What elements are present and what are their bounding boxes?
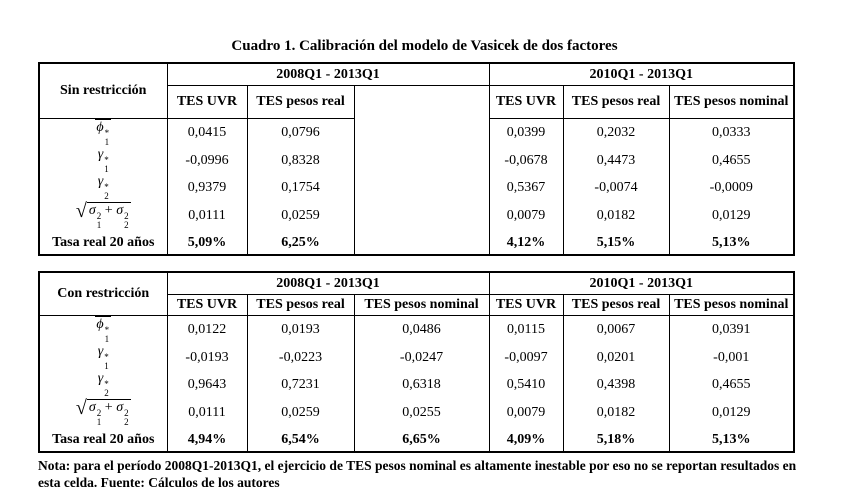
table-caption: Cuadro 1. Calibración del modelo de Vasicek de dos factores xyxy=(231,38,618,54)
subscript: 1 xyxy=(104,137,110,147)
value-cell: 0,1754 xyxy=(247,174,354,201)
value-cell: 5,18% xyxy=(563,428,669,452)
value-cell: -0,0223 xyxy=(247,344,354,371)
value-cell: 0,0255 xyxy=(354,398,489,428)
row-parameter-label: Tasa real 20 años xyxy=(52,431,155,447)
series-header: TES pesos nominal xyxy=(669,295,794,316)
table-row xyxy=(39,428,794,452)
row-label-cell xyxy=(39,231,167,255)
value-cell: 0,9643 xyxy=(167,371,247,398)
value-cell: 0,0067 xyxy=(563,316,669,345)
sub-sup-stack xyxy=(104,353,109,371)
row-label-cell xyxy=(39,201,167,231)
value-cell: 0,0111 xyxy=(167,398,247,428)
table-row xyxy=(39,398,794,428)
sub-sup-stack xyxy=(104,183,109,201)
greek-letter: σ xyxy=(88,400,96,415)
greek-letter: σ xyxy=(88,203,96,218)
superscript: 2 xyxy=(96,408,102,418)
sqrt-expression: σ 2 1 + σ 2 2 xyxy=(88,400,129,427)
table-row xyxy=(39,371,794,398)
table-con-restriccion xyxy=(38,271,795,453)
value-cell: 6,25% xyxy=(247,231,354,255)
series-header: TES UVR xyxy=(489,295,563,316)
subscript: 1 xyxy=(96,417,102,427)
value-cell: 0,0259 xyxy=(247,201,354,231)
series-header: TES UVR xyxy=(167,86,247,119)
series-header: TES pesos real xyxy=(247,295,354,316)
value-cell: 4,09% xyxy=(489,428,563,452)
math-atom xyxy=(95,119,111,147)
subscript: 1 xyxy=(104,334,110,344)
period-header-row xyxy=(39,63,794,86)
row-label-cell xyxy=(39,428,167,452)
value-cell: 4,12% xyxy=(489,231,563,255)
math-atom xyxy=(95,316,111,344)
sub-sup-stack xyxy=(104,380,109,398)
value-cell: 0,0193 xyxy=(247,316,354,345)
math-atom xyxy=(97,344,109,371)
table-row xyxy=(39,316,794,345)
sqrt-expression: σ 2 1 + σ 2 2 xyxy=(88,203,129,230)
sqrt-radical-symbol: √ xyxy=(75,397,87,419)
value-cell: 0,6318 xyxy=(354,371,489,398)
value-cell: 0,0201 xyxy=(563,344,669,371)
value-cell: 0,0796 xyxy=(247,119,354,148)
sub-sup-stack xyxy=(104,156,109,174)
subscript: 1 xyxy=(104,361,109,371)
math-atom xyxy=(97,147,109,174)
value-cell: 6,54% xyxy=(247,428,354,452)
restriction-label: Con restricción xyxy=(39,272,167,316)
greek-letter: γ xyxy=(97,147,104,162)
series-header: TES pesos nominal xyxy=(669,86,794,119)
value-cell: 0,0079 xyxy=(489,201,563,231)
greek-letter: γ xyxy=(97,174,104,189)
value-cell: 0,0333 xyxy=(669,119,794,148)
value-cell: 0,4473 xyxy=(563,147,669,174)
value-cell: 5,13% xyxy=(669,231,794,255)
period-header: 2008Q1 - 2013Q1 xyxy=(167,272,489,295)
greek-letter: ϕ xyxy=(96,120,104,135)
sub-sup-stack xyxy=(105,326,110,344)
value-cell: 0,0122 xyxy=(167,316,247,345)
value-cell: -0,0678 xyxy=(489,147,563,174)
row-label-cell xyxy=(39,147,167,174)
value-cell: -0,0074 xyxy=(563,174,669,201)
math-atom xyxy=(97,371,109,398)
value-cell: 0,0115 xyxy=(489,316,563,345)
math-atom xyxy=(97,174,109,201)
value-cell: 0,0391 xyxy=(669,316,794,345)
series-header: TES UVR xyxy=(489,86,563,119)
math-atom xyxy=(116,203,129,230)
sub-sup-stack xyxy=(124,212,129,230)
greek-letter: σ xyxy=(116,400,124,415)
superscript: 2 xyxy=(96,211,102,221)
value-cell: 0,2032 xyxy=(563,119,669,148)
value-cell: 0,0111 xyxy=(167,201,247,231)
superscript: * xyxy=(104,379,109,389)
value-cell: -0,001 xyxy=(669,344,794,371)
value-cell: 0,0415 xyxy=(167,119,247,148)
superscript: 2 xyxy=(124,408,129,418)
series-header: TES pesos nominal xyxy=(354,295,489,316)
value-cell: 0,5410 xyxy=(489,371,563,398)
row-parameter-label xyxy=(97,147,109,174)
row-parameter-label xyxy=(97,174,109,201)
row-label-cell xyxy=(39,316,167,345)
value-cell: 0,8328 xyxy=(247,147,354,174)
sub-sup-stack xyxy=(97,212,102,230)
value-cell: -0,0247 xyxy=(354,344,489,371)
greek-letter: ϕ xyxy=(96,317,104,332)
value-cell: 0,4655 xyxy=(669,147,794,174)
period-header: 2010Q1 - 2013Q1 xyxy=(489,63,794,86)
subscript: 2 xyxy=(104,191,109,201)
restriction-label: Sin restricción xyxy=(39,63,167,119)
value-cell: 0,0182 xyxy=(563,398,669,428)
superscript: * xyxy=(104,128,110,138)
series-header: TES pesos real xyxy=(563,295,669,316)
row-parameter-label: Tasa real 20 años xyxy=(52,234,155,250)
value-cell: 5,15% xyxy=(563,231,669,255)
row-parameter-label xyxy=(75,200,131,230)
period-header-row xyxy=(39,272,794,295)
table-footnote: Nota: para el período 2008Q1-2013Q1, el ejercicio de TES pesos nominal es altamente inestable por eso no se reportan resultados en esta celda. Fuente: Cálculos de los autores xyxy=(38,458,797,490)
row-label-cell xyxy=(39,174,167,201)
row-label-cell xyxy=(39,119,167,148)
math-atom xyxy=(88,400,102,427)
value-cell: -0,0996 xyxy=(167,147,247,174)
superscript: 2 xyxy=(124,211,129,221)
subscript: 2 xyxy=(104,388,109,398)
row-parameter-label xyxy=(95,120,111,147)
value-cell: 0,5367 xyxy=(489,174,563,201)
value-cell: 6,65% xyxy=(354,428,489,452)
math-atom xyxy=(116,400,129,427)
sub-sup-stack xyxy=(105,129,110,147)
value-cell: 5,13% xyxy=(669,428,794,452)
value-cell: 0,0129 xyxy=(669,398,794,428)
subscript: 2 xyxy=(124,417,129,427)
empty-merged-cell xyxy=(354,86,489,256)
subscript: 2 xyxy=(124,220,129,230)
subscript: 1 xyxy=(104,164,109,174)
table-row xyxy=(39,344,794,371)
sqrt-radical-symbol: √ xyxy=(75,200,87,222)
value-cell: 0,0486 xyxy=(354,316,489,345)
value-cell: 0,7231 xyxy=(247,371,354,398)
value-cell: 0,0259 xyxy=(247,398,354,428)
value-cell: 0,9379 xyxy=(167,174,247,201)
subscript: 1 xyxy=(96,220,102,230)
value-cell: 4,94% xyxy=(167,428,247,452)
series-header: TES UVR xyxy=(167,295,247,316)
value-cell: 0,4398 xyxy=(563,371,669,398)
value-cell: -0,0193 xyxy=(167,344,247,371)
superscript: * xyxy=(104,155,109,165)
period-header: 2008Q1 - 2013Q1 xyxy=(167,63,489,86)
row-label-cell xyxy=(39,344,167,371)
greek-letter: γ xyxy=(97,371,104,386)
period-header: 2010Q1 - 2013Q1 xyxy=(489,272,794,295)
value-cell: 0,0399 xyxy=(489,119,563,148)
value-cell: 0,0182 xyxy=(563,201,669,231)
series-header: TES pesos real xyxy=(247,86,354,119)
table-sin-restriccion xyxy=(38,62,795,256)
value-cell: 0,0079 xyxy=(489,398,563,428)
row-parameter-label xyxy=(95,317,111,344)
superscript: * xyxy=(104,325,110,335)
value-cell: 0,0129 xyxy=(669,201,794,231)
superscript: * xyxy=(104,182,109,192)
value-cell: -0,0009 xyxy=(669,174,794,201)
math-atom xyxy=(88,203,102,230)
row-label-cell xyxy=(39,398,167,428)
value-cell: -0,0097 xyxy=(489,344,563,371)
greek-letter: σ xyxy=(116,203,124,218)
value-cell: 0,4655 xyxy=(669,371,794,398)
sub-sup-stack xyxy=(97,409,102,427)
row-parameter-label xyxy=(97,371,109,398)
superscript: * xyxy=(104,352,109,362)
row-label-cell xyxy=(39,371,167,398)
row-parameter-label xyxy=(97,344,109,371)
value-cell: 5,09% xyxy=(167,231,247,255)
greek-letter: γ xyxy=(97,344,104,359)
sub-sup-stack xyxy=(124,409,129,427)
series-header: TES pesos real xyxy=(563,86,669,119)
row-parameter-label xyxy=(75,397,131,427)
